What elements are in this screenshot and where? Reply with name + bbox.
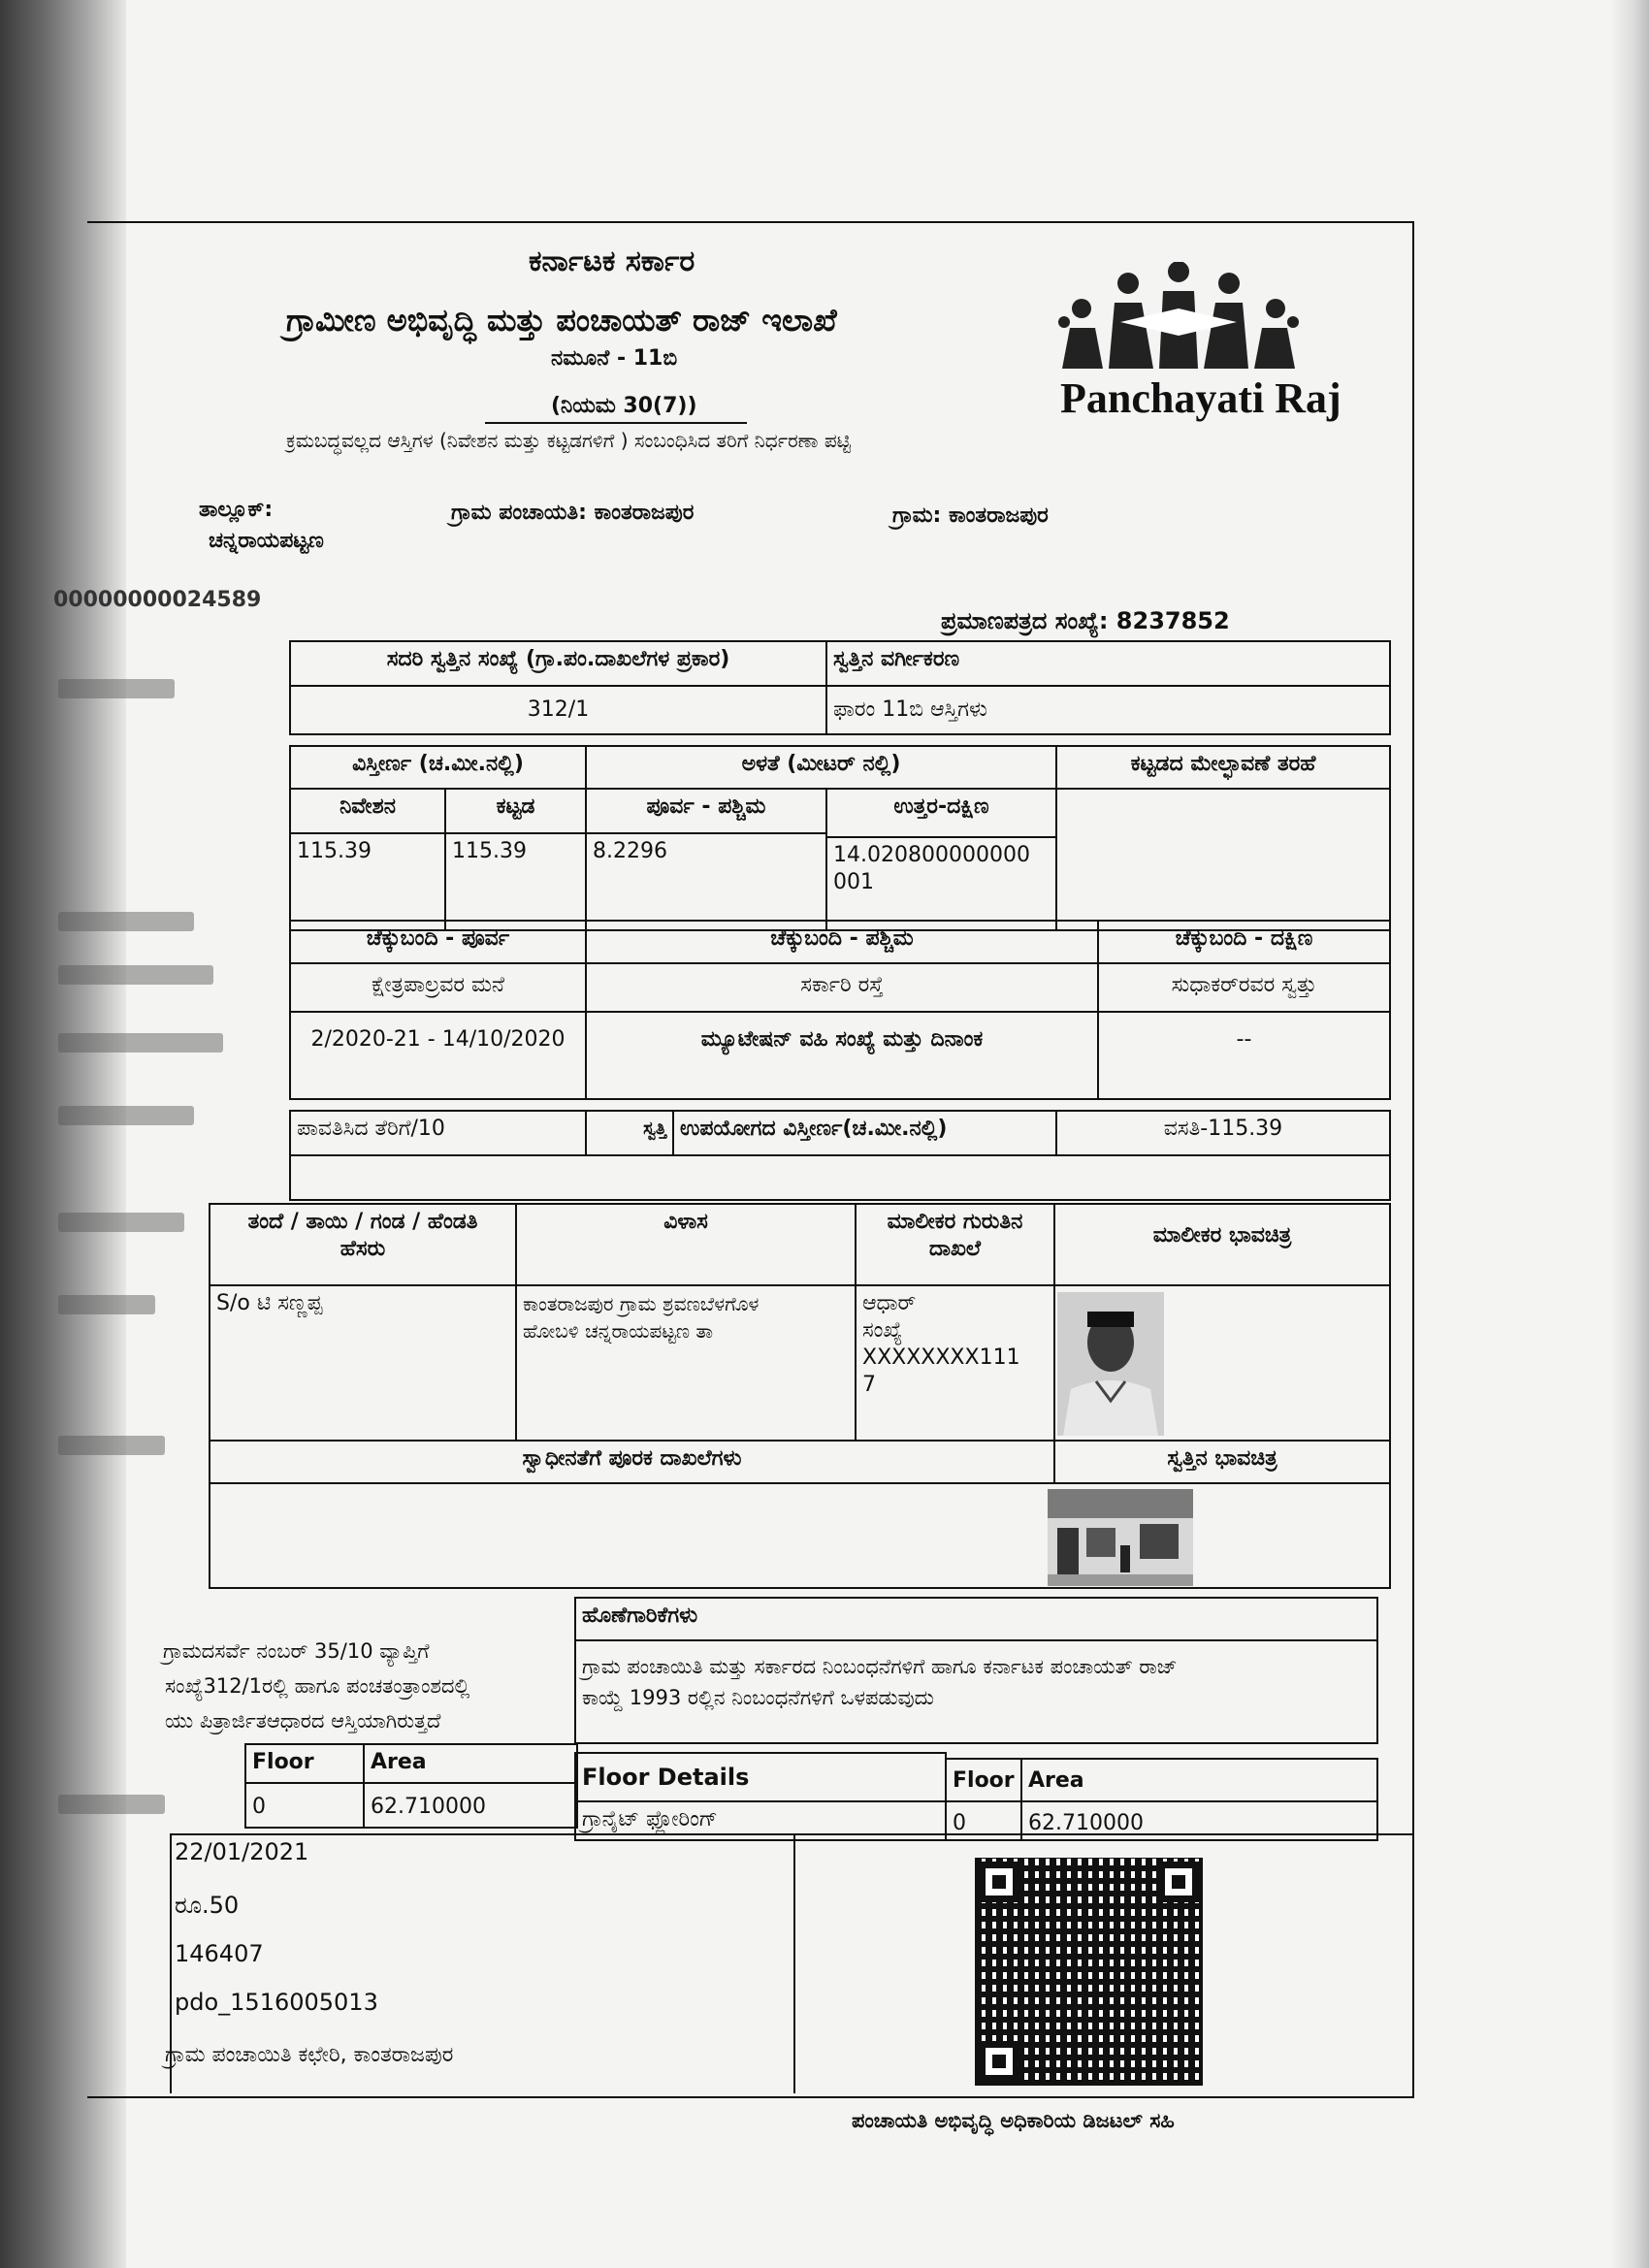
blurred-label bbox=[58, 1436, 165, 1455]
panchayati-raj-logo bbox=[1052, 262, 1342, 427]
address-line1: ಕಾಂತರಾಜಪುರ ಗ್ರಾಮ ಶ್ರವಣಬೆಳಗೊಳ bbox=[523, 1292, 760, 1315]
property-class-label: ಸ್ವತ್ತಿನ ವರ್ಗೀಕರಣ bbox=[825, 640, 1391, 687]
taluk-value: ಚನ್ನರಾಯಪಟ್ಟಣ bbox=[209, 529, 324, 553]
receipt-number: 146407 bbox=[175, 1940, 264, 1967]
floor-left-value: 0 bbox=[244, 1782, 365, 1829]
address-line2: ಹೋಬಳಿ ಚನ್ನರಾಯಪಟ್ಟಣ ತಾ bbox=[523, 1319, 714, 1343]
blurred-label bbox=[58, 1106, 194, 1125]
page-edge bbox=[1610, 0, 1649, 2268]
blank-row bbox=[289, 1154, 1391, 1201]
property-no-label: ಸದರಿ ಸ್ವತ್ತಿನ ಸಂಖ್ಯೆ (ಗ್ರಾ.ಪಂ.ದಾಖಲೆಗಳ ಪ್ರಕಾರ) bbox=[289, 640, 827, 687]
mutation-label: ಮ್ಯೂಟೇಷನ್ ವಹಿ ಸಂಖ್ಯೆ ಮತ್ತು ದಿನಾಂಕ bbox=[585, 1011, 1099, 1100]
usage-label: ಉಪಯೋಗದ ವಿಸ್ತೀರ್ಣ(ಚ.ಮೀ.ನಲ್ಲಿ) bbox=[672, 1110, 1057, 1156]
area-left-header: Area bbox=[363, 1743, 578, 1784]
gram-panchayat: ಗ್ರಾಮ ಪಂಚಾಯತಿ: ಕಾಂತರಾಜಪುರ bbox=[451, 501, 695, 525]
office-name: ಗ್ರಾಮ ಪಂಚಾಯಿತಿ ಕಛೇರಿ, ಕಾಂತರಾಜಪುರ bbox=[165, 2043, 454, 2067]
measurement-header: ಅಳತೆ (ಮೀಟರ್ ನಲ್ಲಿ) bbox=[585, 745, 1057, 790]
boundary-west-label: ಚೆಕ್ಕುಬಂದಿ - ಪಶ್ಚಿಮ bbox=[585, 920, 1099, 964]
address-header: ವಿಳಾಸ bbox=[515, 1203, 857, 1286]
owner-id-header-line2: ದಾಖಲೆ bbox=[928, 1237, 982, 1261]
owner-id-header bbox=[855, 1203, 1055, 1286]
father-header-line2: ಹೆಸರು bbox=[340, 1237, 386, 1261]
boundary-east-label: ಚೆಕ್ಕುಬಂದಿ - ಪೂರ್ವ bbox=[289, 920, 587, 964]
boundary-east: ಕ್ಷೇತ್ರಪಾಲ್ರವರ ಮನೆ bbox=[289, 962, 587, 1013]
reference-number: 00000000024589 bbox=[53, 588, 262, 612]
supporting-docs-area bbox=[209, 1482, 1391, 1589]
blurred-label bbox=[58, 1213, 184, 1232]
north-south-line2: 001 bbox=[833, 870, 874, 894]
blurred-label bbox=[58, 1033, 223, 1053]
blurred-label bbox=[58, 679, 175, 698]
obligations-line2: ಕಾಯ್ದೆ 1993 ರಲ್ಲಿನ ನಿಂಬಂಧನೆಗಳಿಗೆ ಒಳಪಡುವುದು bbox=[582, 1686, 934, 1709]
property-class: ಫಾರಂ 11ಬಿ ಆಸ್ತಿಗಳು bbox=[825, 685, 1391, 735]
owner-id-line4: 7 bbox=[862, 1373, 876, 1397]
fee: ರೂ.50 bbox=[175, 1892, 240, 1919]
father-header-line1: ತಂದೆ / ತಾಯಿ / ಗಂಡ / ಹೆಂಡತಿ bbox=[247, 1210, 478, 1234]
rule-number: (ನಿಯಮ 30(7)) bbox=[551, 394, 697, 418]
father-name-header bbox=[209, 1203, 517, 1286]
property-photo bbox=[1048, 1489, 1193, 1586]
floor-type-value: ಗ್ರಾನೈಟ್ ಫ್ಲೋರಿಂಗ್ bbox=[574, 1800, 947, 1841]
property-photo-label: ಸ್ವತ್ತಿನ ಭಾವಚಿತ್ರ bbox=[1053, 1440, 1391, 1484]
issue-date: 22/01/2021 bbox=[175, 1838, 309, 1865]
owner-id-line1: ಆಧಾರ್ bbox=[862, 1291, 917, 1315]
roof-type-value bbox=[1055, 788, 1391, 931]
survey-note-line2: ಸಂಖ್ಯೆ312/1ರಲ್ಲಿ ಹಾಗೂ ಪಂಚತಂತ್ರಾಂಶದಲ್ಲಿ bbox=[165, 1674, 470, 1698]
taluk-label: ತಾಲ್ಲೂಕ್: bbox=[199, 498, 274, 522]
owner-id-header-line1: ಮಾಲೀಕರ ಗುರುತಿನ bbox=[887, 1210, 1023, 1234]
owner-photo-cell bbox=[1053, 1284, 1391, 1442]
form-subtitle: ಕ್ರಮಬದ್ಧವಲ್ಲದ ಆಸ್ತಿಗಳ (ನಿವೇಶನ ಮತ್ತು ಕಟ್ಟಡಗಳಿಗೆ ) ಸಂಬಂಧಿಸಿದ ತರಿಗೆ ನಿರ್ಧರಣಾ ಪಟ್ಟಿ bbox=[286, 429, 852, 452]
floor-left-header: Floor bbox=[244, 1743, 365, 1784]
area-right-header: Area bbox=[1020, 1758, 1378, 1802]
obligations-line1: ಗ್ರಾಮ ಪಂಚಾಯಿತಿ ಮತ್ತು ಸರ್ಕಾರದ ನಿಂಬಂಧನೆಗಳಿಗೆ ಹಾಗೂ ಕರ್ನಾಟಕ ಪಂಚಾಯತ್ ರಾಜ್ bbox=[582, 1655, 1178, 1678]
resolution-value: 2/2020-21 - 14/10/2020 bbox=[289, 1011, 587, 1100]
building-header: ಕಟ್ಟಡ bbox=[444, 788, 587, 834]
site-header: ನಿವೇಶನ bbox=[289, 788, 446, 834]
north-south-line1: 14.020800000000 bbox=[833, 843, 1030, 867]
owner-id-line2: ಸಂಖ್ಯೆ bbox=[862, 1318, 903, 1343]
supporting-docs-label: ಸ್ವಾಧೀನತೆಗೆ ಪೂರಕ ದಾಖಲೆಗಳು bbox=[209, 1440, 1055, 1484]
survey-note-line3: ಯು ಪಿತ್ರಾರ್ಜಿತಆಧಾರದ ಆಸ್ತಿಯಾಗಿರುತ್ತದೆ bbox=[165, 1709, 441, 1733]
owner-photo bbox=[1057, 1292, 1164, 1436]
logo-text: Panchayati Raj bbox=[1060, 374, 1342, 422]
area-header: ವಿಸ್ತೀರ್ಣ (ಚ.ಮೀ.ನಲ್ಲಿ) bbox=[289, 745, 587, 790]
boundary-south: ಸುಧಾಕರ್‌ರವರ ಸ್ವತ್ತು bbox=[1097, 962, 1391, 1013]
area-left-value: 62.710000 bbox=[363, 1782, 578, 1829]
building-area: 115.39 bbox=[444, 832, 587, 931]
form-number: ನಮೂನೆ - 11ಬಿ bbox=[551, 346, 678, 371]
property-no: 312/1 bbox=[289, 685, 827, 735]
mutation-value: -- bbox=[1097, 1011, 1391, 1100]
usage-prefix: ಸ್ವತ್ತಿ bbox=[585, 1110, 674, 1156]
dept-title: ಗ್ರಾಮೀಣ ಅಭಿವೃದ್ಧಿ ಮತ್ತು ಪಂಚಾಯತ್ ರಾಜ್ ಇಲಾಖೆ bbox=[286, 302, 837, 339]
blurred-label bbox=[58, 965, 213, 985]
rule-underline bbox=[485, 422, 747, 424]
floor-details-title: Floor Details bbox=[574, 1752, 947, 1802]
north-south-value bbox=[825, 836, 1057, 931]
boundary-south-label: ಚೆಕ್ಕುಬಂದಿ - ದಕ್ಷಿಣ bbox=[1097, 920, 1391, 964]
blurred-label bbox=[58, 1295, 155, 1314]
owner-id-line3: XXXXXXXX111 bbox=[862, 1345, 1020, 1370]
east-west-header: ಪೂರ್ವ - ಪಶ್ಚಿಮ bbox=[585, 788, 827, 834]
owner-id bbox=[855, 1284, 1055, 1442]
govt-title: ಕರ್ನಾಟಕ ಸರ್ಕಾರ bbox=[529, 244, 695, 278]
roof-type-header: ಕಟ್ಟಡದ ಮೇಲ್ಛಾವಣೆ ತರಹೆ bbox=[1055, 745, 1391, 790]
area-right-value: 62.710000 bbox=[1020, 1800, 1378, 1841]
north-south-header: ಉತ್ತರ-ದಕ್ಷಿಣ bbox=[825, 788, 1057, 838]
obligations-text bbox=[574, 1639, 1378, 1744]
floor-right-value: 0 bbox=[945, 1800, 1022, 1841]
village: ಗ್ರಾಮ: ಕಾಂತರಾಜಪುರ bbox=[892, 503, 1049, 528]
blurred-label bbox=[58, 912, 194, 931]
usage-value: ವಸತಿ-115.39 bbox=[1055, 1110, 1391, 1156]
user-id: pdo_1516005013 bbox=[175, 1989, 378, 2016]
obligations-label: ಹೊಣೆಗಾರಿಕೆಗಳು bbox=[574, 1597, 1378, 1641]
owner-photo-header: ಮಾಲೀಕರ ಭಾವಚಿತ್ರ bbox=[1053, 1203, 1391, 1286]
east-west-value: 8.2296 bbox=[585, 832, 827, 931]
boundary-west: ಸರ್ಕಾರಿ ರಸ್ತೆ bbox=[585, 962, 1099, 1013]
floor-right-header: Floor bbox=[945, 1758, 1022, 1802]
survey-note-line1: ಗ್ರಾಮದಸರ್ವೆ ನಂಬರ್ 35/10 ವ್ಯಾಪ್ತಿಗೆ bbox=[163, 1639, 430, 1663]
owner-address bbox=[515, 1284, 857, 1442]
father-name: S/o ಟಿ ಸಣ್ಣಪ್ಪ bbox=[209, 1284, 517, 1442]
paid-tax: ಪಾವತಿಸಿದ ತೆರಿಗೆ/10 bbox=[289, 1110, 587, 1156]
people-icon bbox=[1052, 262, 1305, 369]
qr-code bbox=[975, 1858, 1203, 2086]
site-area: 115.39 bbox=[289, 832, 446, 931]
certificate-number: ಪ್ರಮಾಣಪತ್ರದ ಸಂಖ್ಯೆ: 8237852 bbox=[941, 607, 1230, 634]
digital-signature-label: ಪಂಚಾಯತಿ ಅಭಿವೃದ್ಧಿ ಅಧಿಕಾರಿಯ ಡಿಜಟಲ್ ಸಹಿ bbox=[852, 2109, 1175, 2132]
blurred-label bbox=[58, 1795, 165, 1814]
